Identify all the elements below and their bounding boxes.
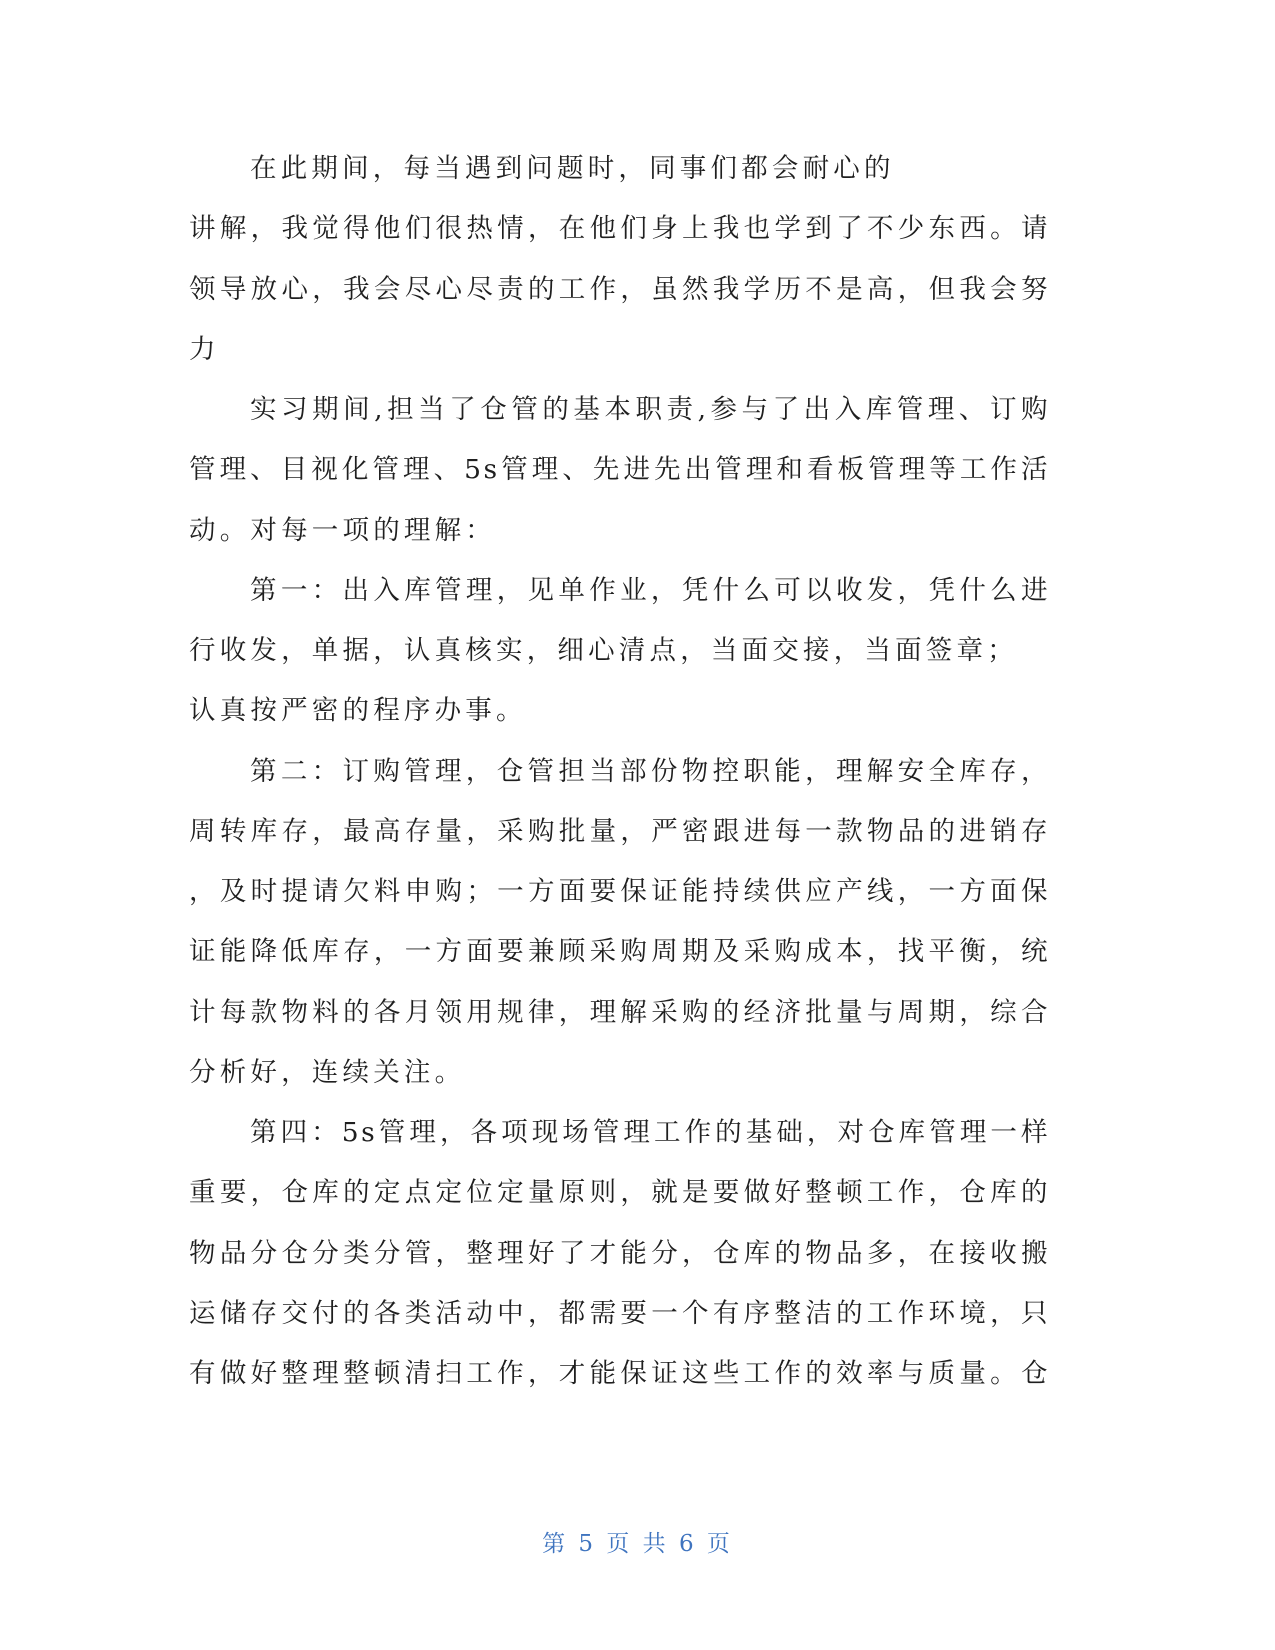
text-line: 分析好，连续关注。 — [189, 1056, 466, 1088]
paragraph — [189, 139, 1050, 380]
text-line: 动。对每一项的理解： — [189, 514, 496, 546]
text-line: 计每款物料的各月领用规律，理解采购的经济批量与周期，综合 — [189, 996, 1050, 1028]
paragraph — [189, 380, 1050, 561]
text-line: 物品分仓分类分管，整理好了才能分，仓库的物品多，在接收搬 — [189, 1237, 1050, 1269]
text-line: 管理、目视化管理、5s管理、先进先出管理和看板管理等工作活 — [189, 454, 1050, 486]
text-line: 力 — [189, 333, 220, 365]
text-line: 运储存交付的各类活动中，都需要一个有序整洁的工作环境，只 — [189, 1297, 1050, 1329]
text-line: 周转库存，最高存量，采购批量，严密跟进每一款物品的进销存 — [189, 815, 1050, 847]
paragraph — [189, 561, 1050, 742]
paragraph — [189, 742, 1050, 1104]
text-line: 在此期间，每当遇到问题时，同事们都会耐心的 — [250, 153, 895, 184]
text-line: 第四：5s管理，各项现场管理工作的基础，对仓库管理一样 — [250, 1117, 1050, 1148]
text-line: 领导放心，我会尽心尽责的工作，虽然我学历不是高，但我会努 — [189, 273, 1050, 305]
text-line: 第二：订购管理，仓管担当部份物控职能，理解安全库存， — [250, 755, 1050, 787]
text-line: 第一：出入库管理，见单作业，凭什么可以收发，凭什么进 — [250, 574, 1050, 606]
text-line: 证能降低库存，一方面要兼顾采购周期及采购成本，找平衡，统 — [189, 936, 1050, 968]
text-line: 讲解，我觉得他们很热情，在他们身上我也学到了不少东西。请 — [189, 213, 1050, 245]
text-line: ，及时提请欠料申购；一方面要保证能持续供应产线，一方面保 — [189, 876, 1050, 907]
paragraph — [189, 1103, 1050, 1404]
text-line: 实习期间,担当了仓管的基本职责,参与了出入库管理、订购 — [250, 394, 1050, 425]
text-line: 重要，仓库的定点定位定量原则，就是要做好整顿工作，仓库的 — [189, 1177, 1050, 1209]
text-line: 有做好整理整顿清扫工作，才能保证这些工作的效率与质量。仓 — [189, 1358, 1050, 1389]
text-line: 行收发，单据，认真核实，细心清点，当面交接，当面签章； — [189, 635, 1018, 666]
document-body — [189, 139, 1050, 1404]
text-line: 认真按严密的程序办事。 — [189, 695, 527, 727]
page-number-footer: 第 5 页 共 6 页 — [542, 1531, 733, 1557]
